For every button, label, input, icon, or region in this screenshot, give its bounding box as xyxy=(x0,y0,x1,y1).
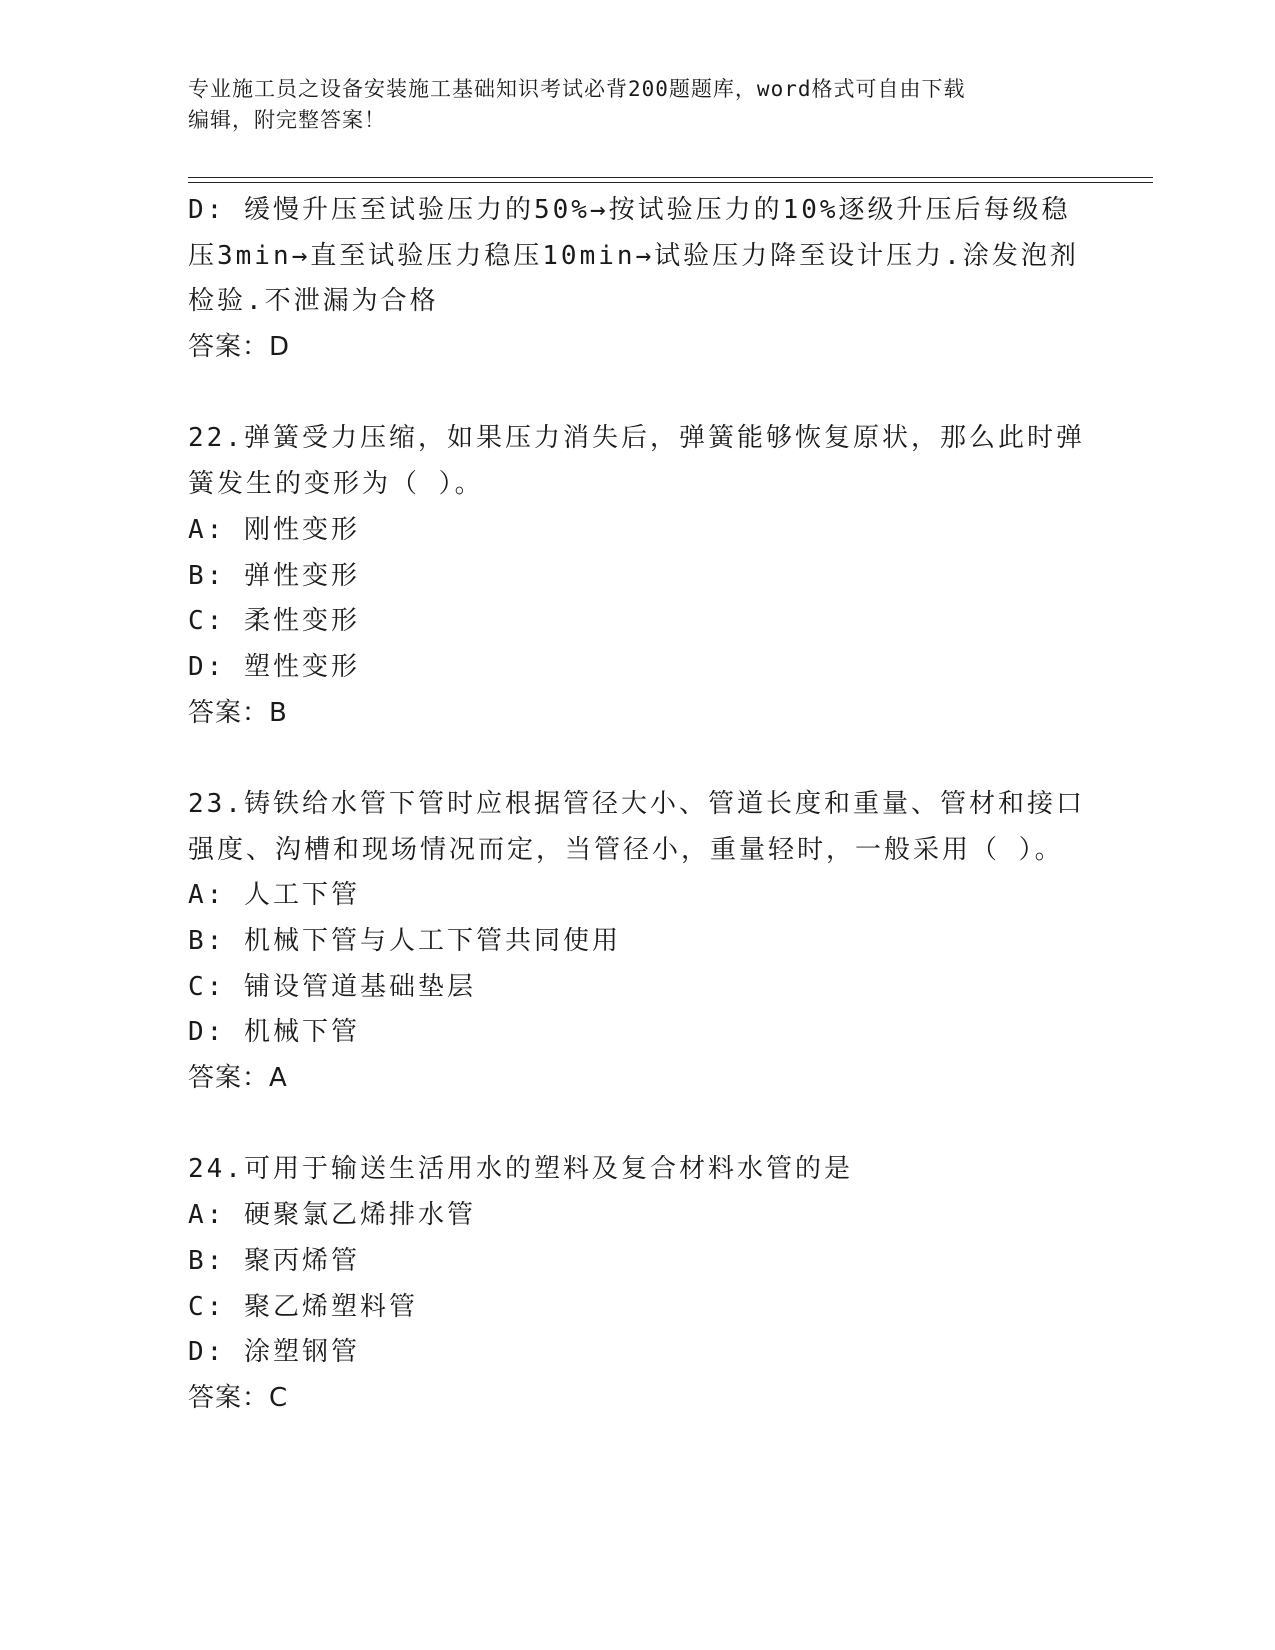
answer-line: 答案：C xyxy=(188,1382,289,1413)
option-a: A: 刚性变形 xyxy=(188,514,360,545)
header-title-line-1: 专业施工员之设备安装施工基础知识考试必背200题题库，word格式可自由下载 xyxy=(188,77,966,101)
option-b: B: 聚丙烯管 xyxy=(188,1245,360,1276)
option-a: A: 硬聚氯乙烯排水管 xyxy=(188,1200,476,1231)
question-stem-line: 强度、沟槽和现场情况而定，当管径小，重量轻时，一般采用（ ）。 xyxy=(188,834,1064,865)
question-stem-line: 24.可用于输送生活用水的塑料及复合材料水管的是 xyxy=(188,1154,853,1185)
option-a: A: 人工下管 xyxy=(188,880,360,911)
question-22 xyxy=(188,416,1088,736)
question-stem-line: 22.弹簧受力压缩，如果压力消失后，弹簧能够恢复原状，那么此时弹 xyxy=(188,423,1085,454)
spacer xyxy=(188,1102,1088,1148)
previous-question-continuation xyxy=(188,188,1088,371)
option-text-line: 检验.不泄漏为合格 xyxy=(188,286,439,317)
answer-line: 答案：B xyxy=(188,697,288,728)
spacer xyxy=(188,371,1088,417)
option-text-line: 压3min→直至试验压力稳压10min→试验压力降至设计压力.涂发泡剂 xyxy=(188,240,1079,271)
option-c: C: 铺设管道基础垫层 xyxy=(188,971,476,1002)
option-d: D: 塑性变形 xyxy=(188,651,360,682)
header-divider-top xyxy=(188,177,1153,178)
option-c: C: 聚乙烯塑料管 xyxy=(188,1291,418,1322)
document-body xyxy=(188,188,1088,1422)
option-b: B: 弹性变形 xyxy=(188,560,360,591)
option-b: B: 机械下管与人工下管共同使用 xyxy=(188,926,621,956)
question-stem-line: 23.铸铁给水管下管时应根据管径大小、管道长度和重量、管材和接口 xyxy=(188,788,1085,819)
header-title-line-2: 编辑，附完整答案！ xyxy=(188,108,386,132)
document-header xyxy=(188,74,1088,136)
option-d: D: 机械下管 xyxy=(188,1017,360,1048)
question-stem-line: 簧发生的变形为（ ）。 xyxy=(188,469,484,500)
answer-line: 答案：A xyxy=(188,1063,288,1094)
question-24 xyxy=(188,1147,1088,1421)
spacer xyxy=(188,736,1088,782)
option-d: D: 涂塑钢管 xyxy=(188,1337,360,1368)
option-c: C: 柔性变形 xyxy=(188,606,360,637)
question-23 xyxy=(188,782,1088,1102)
option-text-line: D: 缓慢升压至试验压力的50%→按试验压力的10%逐级升压后每级稳 xyxy=(188,195,1071,225)
answer-line: 答案：D xyxy=(188,332,291,363)
header-divider-bottom xyxy=(188,182,1153,183)
